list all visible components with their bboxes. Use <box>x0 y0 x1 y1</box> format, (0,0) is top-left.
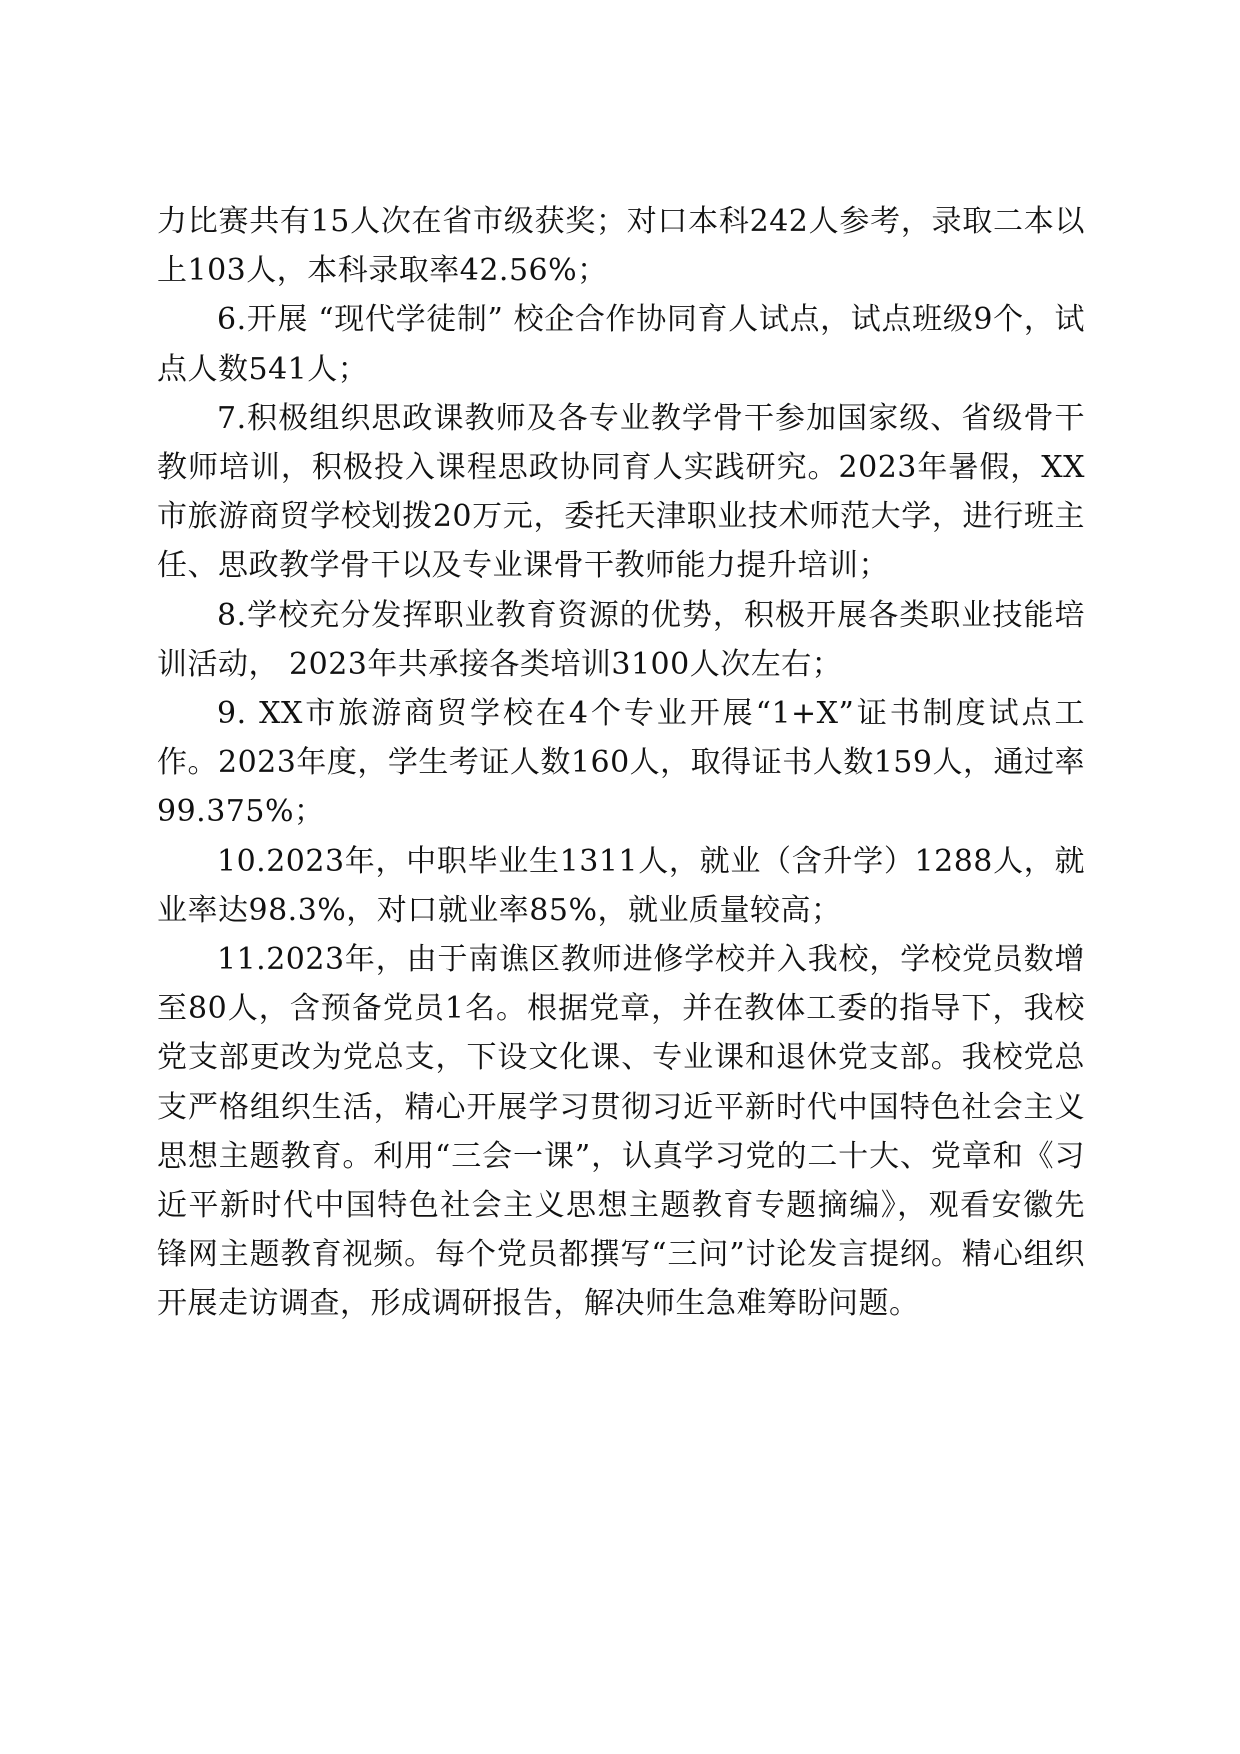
paragraph-item-8: 8.学校充分发挥职业教育资源的优势，积极开展各类职业技能培训活动， 2023年共承接各类培训3100人次左右； <box>157 597 1085 682</box>
paragraph-continuation: 力比赛共有15人次在省市级获奖；对口本科242人参考，录取二本以上103人，本科录取率42.56%； <box>157 204 1085 289</box>
paragraph-item-10: 10.2023年，中职毕业生1311人，就业（含升学）1288人，就业率达98.3%，对口就业率85%，就业质量较高； <box>157 843 1085 928</box>
paragraph-item-6: 6.开展 “现代学徒制” 校企合作协同育人试点，试点班级9个，试点人数541人； <box>157 302 1085 387</box>
document-body <box>157 197 1085 1329</box>
paragraph-item-11: 11.2023年，由于南谯区教师进修学校并入我校，学校党员数增至80人，含预备党员1名。根据党章，并在教体工委的指导下，我校党支部更改为党总支，下设文化课、专业课和退休党支部。我校党总支严格组织生活，精心开展学习贯彻习近平新时代中国特色社会主义思想主题教育。利用“三会一课”，认真学习党的二十大、党章和《习近平新时代中国特色社会主义思想主题教育专题摘编》，观看安徽先锋网主题教育视频。每个党员都撰写“三问”讨论发言提纲。精心组织开展走访调查，形成调研报告，解决师生急难筹盼问题。 <box>157 942 1085 1322</box>
paragraph-item-7: 7.积极组织思政课教师及各专业教学骨干参加国家级、省级骨干教师培训，积极投入课程思政协同育人实践研究。2023年暑假，XX市旅游商贸学校划拨20万元，委托天津职业技术师范大学，进行班主任、思政教学骨干以及专业课骨干教师能力提升培训； <box>157 400 1085 584</box>
paragraph-item-9: 9. XX市旅游商贸学校在4个专业开展“1+X”证书制度试点工作。2023年度，学生考证人数160人，取得证书人数159人，通过率99.375%； <box>157 696 1085 830</box>
